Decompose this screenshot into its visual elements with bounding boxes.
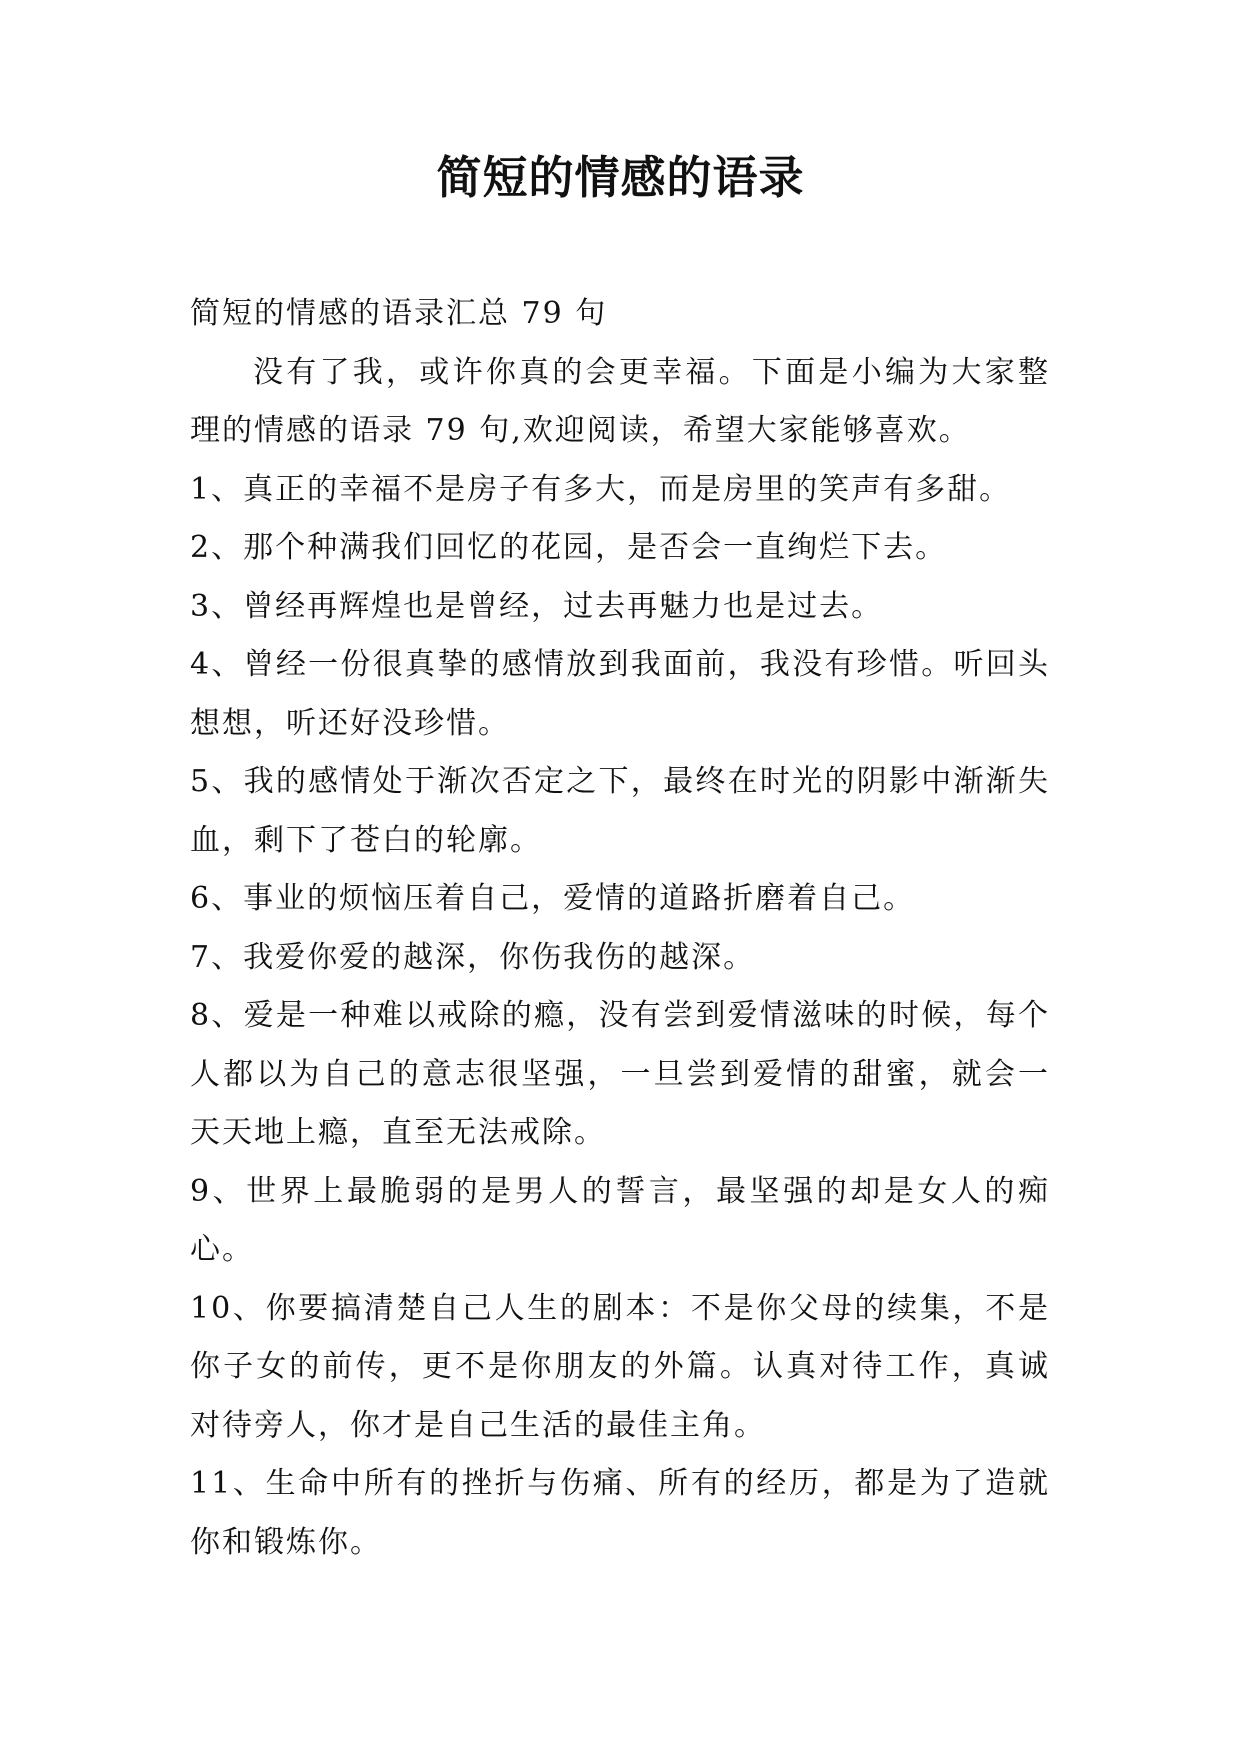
list-item: 7、我爱你爱的越深，你伤我伤的越深。 xyxy=(190,939,756,975)
list-item: 9、世界上最脆弱的是男人的誓言，最坚强的却是女人的痴心。 xyxy=(190,1173,1050,1267)
list-item: 11、生命中所有的挫折与伤痛、所有的经历，都是为了造就你和锻炼你。 xyxy=(190,1466,1050,1560)
list-item: 3、曾经再辉煌也是曾经，过去再魅力也是过去。 xyxy=(190,588,884,624)
list-item: 2、那个种满我们回忆的花园，是否会一直绚烂下去。 xyxy=(190,530,948,565)
document-subtitle: 简短的情感的语录汇总 79 句 xyxy=(190,296,608,331)
list-item: 4、曾经一份很真挚的感情放到我面前，我没有珍惜。听回头想想，听还好没珍惜。 xyxy=(190,647,1050,741)
list-item: 6、事业的烦恼压着自己，爱情的道路折磨着自己。 xyxy=(190,881,916,916)
list-item: 10、你要搞清楚自己人生的剧本：不是你父母的续集，不是你子女的前传，更不是你朋友的外篇。认真对待工作，真诚对待旁人，你才是自己生活的最佳主角。 xyxy=(190,1290,1050,1443)
list-item: 8、爱是一种难以戒除的瘾，没有尝到爱情滋味的时候，每个人都以为自己的意志很坚强，一旦尝到爱情的甜蜜，就会一天天地上瘾，直至无法戒除。 xyxy=(190,998,1050,1150)
list-item: 5、我的感情处于渐次否定之下，最终在时光的阴影中渐渐失血，剩下了苍白的轮廓。 xyxy=(190,764,1050,858)
list-item: 1、真正的幸福不是房子有多大，而是房里的笑声有多甜。 xyxy=(190,471,1012,507)
intro-paragraph: 没有了我，或许你真的会更幸福。下面是小编为大家整理的情感的语录 79 句,欢迎阅读，希望大家能够喜欢。 xyxy=(190,354,1050,448)
document-body xyxy=(190,285,1050,1572)
page-title: 简短的情感的语录 xyxy=(436,151,805,204)
